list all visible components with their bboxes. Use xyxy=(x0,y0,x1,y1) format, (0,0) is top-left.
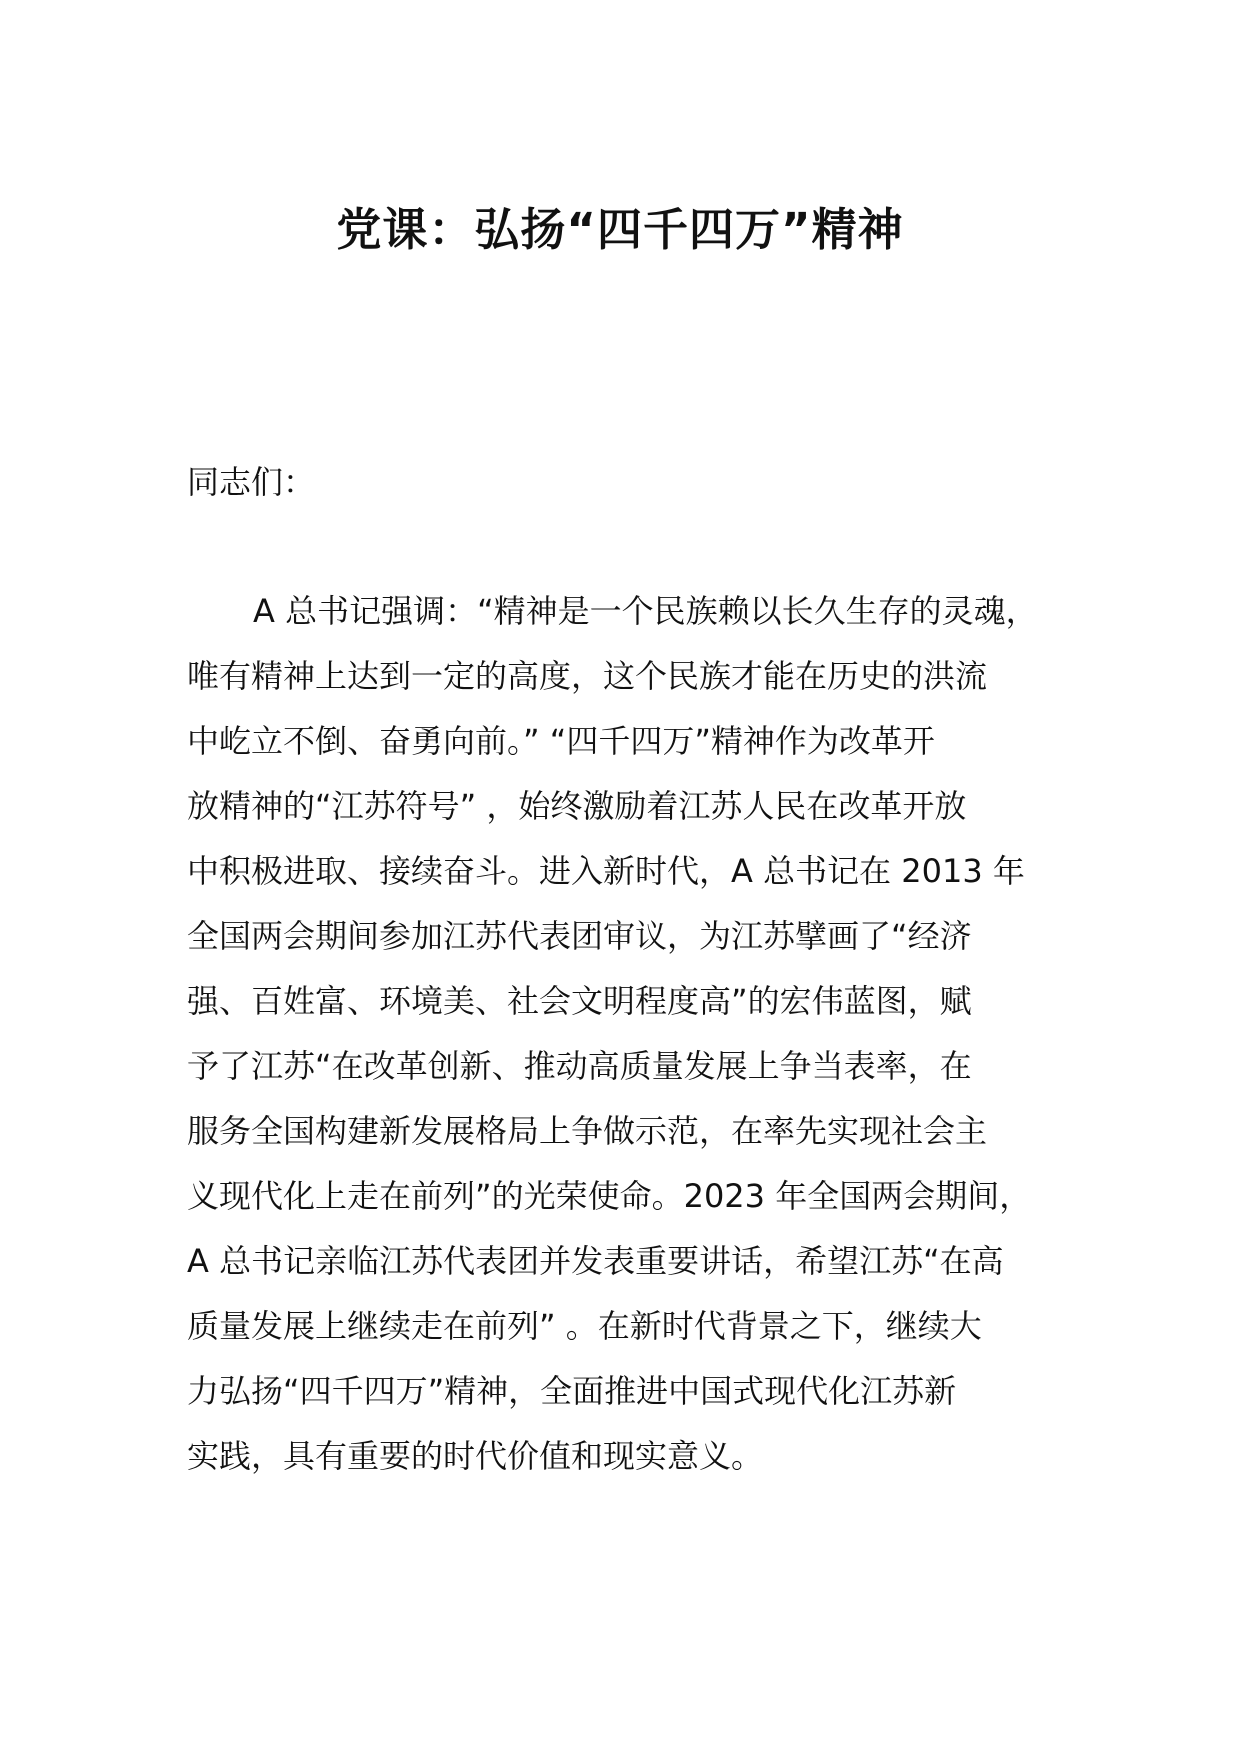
paragraph-line: 强、百姓富、环境美、社会文明程度高”的宏伟蓝图，赋 xyxy=(187,982,972,1020)
paragraph-line: 中屹立不倒、奋勇向前。” “四千四万”精神作为改革开 xyxy=(187,722,935,760)
paragraph-line: 全国两会期间参加江苏代表团审议，为江苏擘画了“经济 xyxy=(187,917,972,955)
paragraph-line: 义现代化上走在前列”的光荣使命。2023 年全国两会期间， xyxy=(187,1177,1032,1215)
paragraph-line: 实践，具有重要的时代价值和现实意义。 xyxy=(187,1437,764,1475)
paragraph-line: 放精神的“江苏符号” ，始终激励着江苏人民在改革开放 xyxy=(187,787,967,825)
document-title: 党课：弘扬“四千四万”精神 xyxy=(336,203,904,256)
paragraph-line: 中积极进取、接续奋斗。进入新时代，A 总书记在 2013 年 xyxy=(187,852,1025,890)
paragraph-line: 力弘扬“四千四万”精神，全面推进中国式现代化江苏新 xyxy=(187,1372,957,1410)
paragraph-line: 唯有精神上达到一定的高度，这个民族才能在历史的洪流 xyxy=(187,657,988,695)
paragraph-line: A 总书记亲临江苏代表团并发表重要讲话，希望江苏“在高 xyxy=(187,1242,1004,1280)
paragraph-line: A 总书记强调：“精神是一个民族赖以长久生存的灵魂， xyxy=(253,592,1038,630)
paragraph-line: 服务全国构建新发展格局上争做示范，在率先实现社会主 xyxy=(187,1112,988,1150)
paragraph-line: 质量发展上继续走在前列” 。在新时代背景之下，继续大 xyxy=(187,1307,982,1345)
paragraph-line: 予了江苏“在改革创新、推动高质量发展上争当表率，在 xyxy=(187,1047,972,1085)
body-paragraph xyxy=(187,586,1077,1496)
salutation: 同志们： xyxy=(187,463,316,501)
